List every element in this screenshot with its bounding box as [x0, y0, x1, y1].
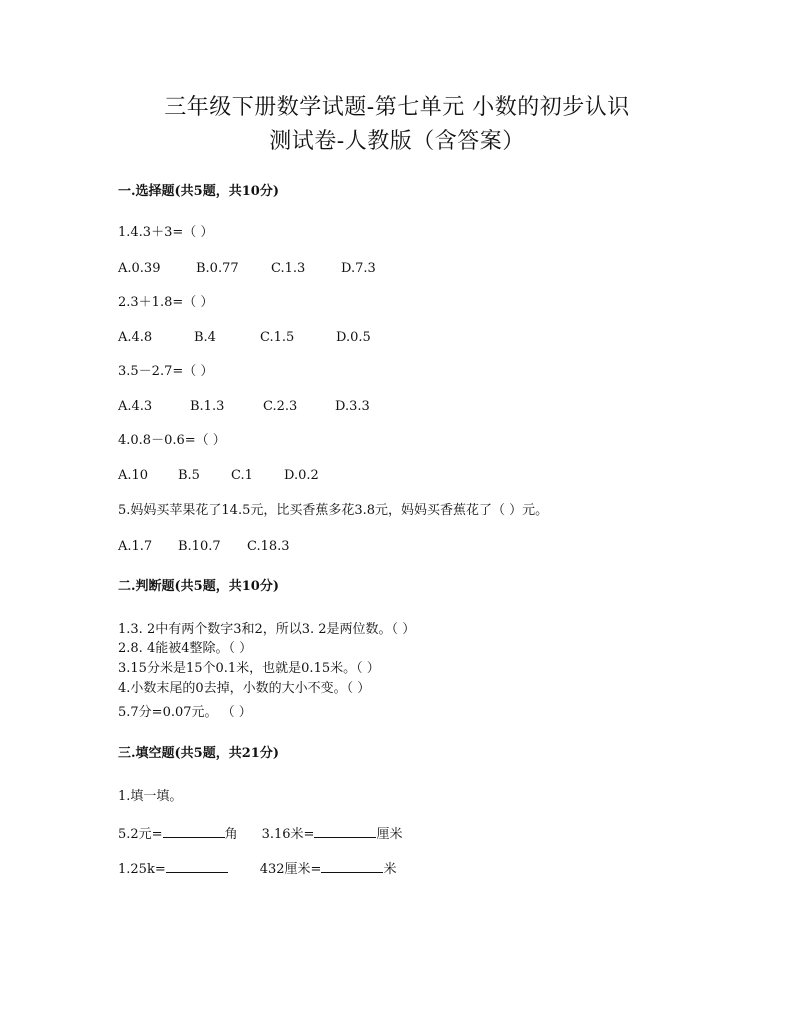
options-4 [118, 467, 319, 485]
fill-row-1 [118, 823, 402, 844]
option[interactable]: A.10 [118, 468, 149, 483]
fill-blank[interactable] [163, 823, 225, 838]
options-3 [118, 398, 370, 416]
fill-blank[interactable] [166, 858, 228, 873]
fill-blank[interactable] [314, 823, 376, 838]
option[interactable]: D.0.2 [284, 468, 319, 483]
fill-unit: 米 [383, 862, 397, 877]
fill-unit: 厘米 [376, 827, 403, 842]
option[interactable]: B.0.77 [196, 261, 239, 276]
options-5 [118, 538, 290, 556]
option[interactable]: C.18.3 [247, 539, 290, 554]
fill-question-1: 1.填一填。 [118, 789, 183, 804]
judgement-item-2: 2.8. 4能被4整除。（ ） [118, 641, 253, 656]
section-heading-choice: 一.选择题(共5题，共10分) [118, 184, 279, 199]
judgement-item-3: 3.15分米是15个0.1米，也就是0.15米。（ ） [118, 661, 380, 676]
option[interactable]: C.2.3 [263, 399, 298, 414]
question-2: 2.3＋1.8=（ ） [118, 295, 214, 310]
option[interactable]: B.1.3 [190, 399, 225, 414]
options-2 [118, 329, 371, 347]
question-3: 3.5－2.7=（ ） [118, 364, 214, 379]
option[interactable]: D.0.5 [336, 330, 371, 345]
judgement-item-1: 1.3. 2中有两个数字3和2，所以3. 2是两位数。（ ） [118, 622, 416, 637]
option[interactable]: A.4.8 [118, 330, 153, 345]
options-1 [118, 260, 376, 278]
fill-label: 3.16米= [261, 827, 315, 842]
fill-label: 1.25k= [118, 862, 166, 877]
fill-unit: 角 [224, 827, 238, 842]
question-4: 4.0.8－0.6=（ ） [118, 433, 226, 448]
judgement-item-5: 5.7分=0.07元。 （ ） [118, 705, 252, 720]
question-5: 5.妈妈买苹果花了14.5元，比买香蕉多花3.8元，妈妈买香蕉花了（ ）元。 [118, 503, 549, 518]
fill-label: 5.2元= [118, 827, 163, 842]
section-heading-judgement: 二.判断题(共5题，共10分) [118, 579, 279, 594]
page-title-line2: 测试卷-人教版（含答案） [269, 129, 525, 154]
fill-label: 432厘米= [259, 862, 322, 877]
option[interactable]: C.1 [231, 468, 253, 483]
option[interactable]: B.5 [178, 468, 200, 483]
option[interactable]: A.4.3 [118, 399, 153, 414]
section-heading-fill: 三.填空题(共5题，共21分) [118, 746, 279, 761]
option[interactable]: D.7.3 [341, 261, 376, 276]
fill-blank[interactable] [321, 858, 383, 873]
question-1: 1.4.3＋3=（ ） [118, 225, 214, 240]
option[interactable]: C.1.5 [260, 330, 295, 345]
option[interactable]: A.0.39 [118, 261, 161, 276]
judgement-item-4: 4.小数末尾的0去掉，小数的大小不变。（ ） [118, 681, 371, 696]
option[interactable]: C.1.3 [271, 261, 306, 276]
option[interactable]: B.10.7 [178, 539, 221, 554]
option[interactable]: D.3.3 [335, 399, 370, 414]
option[interactable]: A.1.7 [118, 539, 153, 554]
fill-row-2 [118, 858, 396, 879]
page-title-line1: 三年级下册数学试题-第七单元 小数的初步认识 [164, 95, 630, 120]
option[interactable]: B.4 [194, 330, 216, 345]
